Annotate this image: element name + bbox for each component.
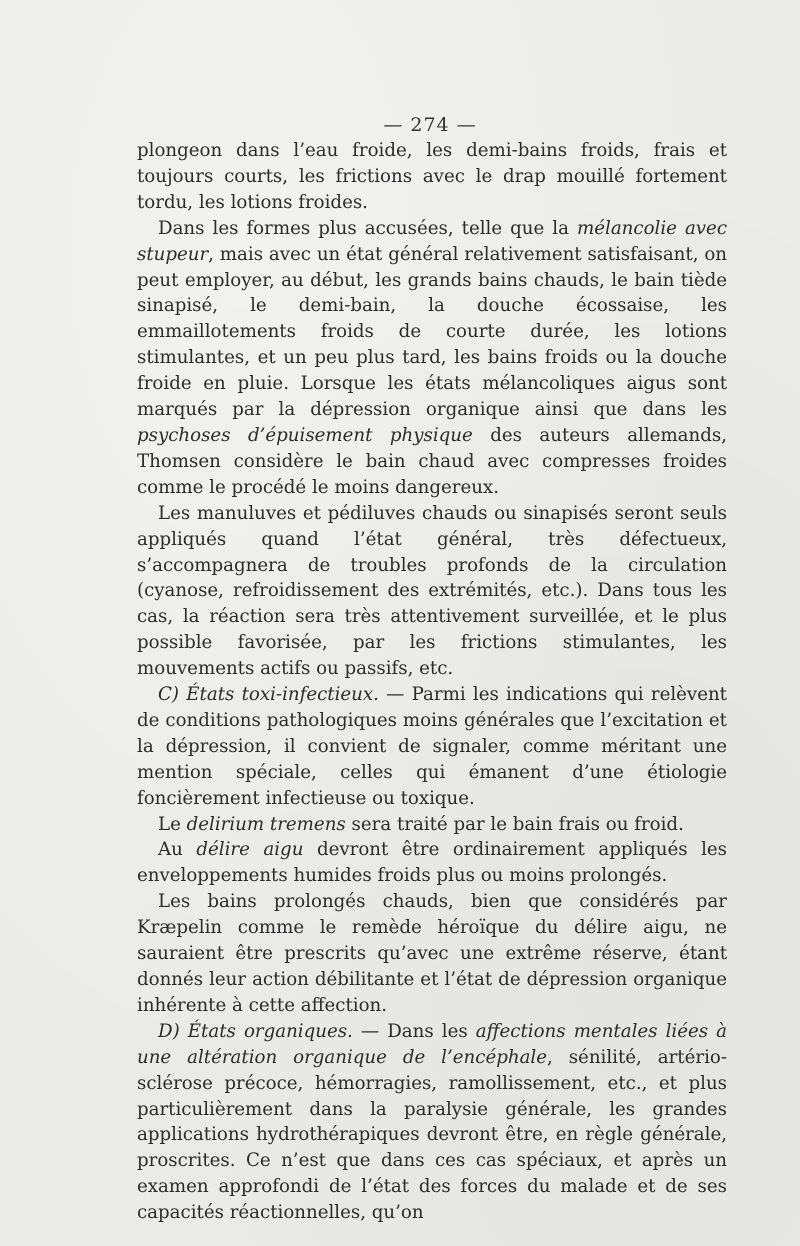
paragraph-delirium xyxy=(137,812,727,838)
text-run: Le xyxy=(158,813,187,835)
text-run: sera traité par le bain frais ou froid. xyxy=(345,813,684,835)
paragraph-melancolie xyxy=(137,216,727,501)
text-run: — Parmi les indications qui relèvent de conditions pathologiques moins générales que l’excitation et la dépression, il convient de signaler, comme méritant une mention spéciale, celles qui émanent d’une étiologie foncièrement infectieuse ou toxique. xyxy=(137,684,727,809)
text-run: devront être ordinairement appliqués les enveloppements humides froids plus ou moins prolongés. xyxy=(137,839,727,887)
section-letter: D) xyxy=(158,1020,188,1042)
page-number: — 274 — xyxy=(383,114,477,136)
text-run: des auteurs allemands, Thomsen considère le bain chaud avec compresses froides comme le procédé le moins dangereux. xyxy=(137,424,728,498)
section-heading: États toxi-infectieux. xyxy=(186,684,379,706)
text-run: Les bains prolongés chauds, bien que considérés par Kræpelin comme le remède héroïque du délire aigu, ne sauraient être prescrits qu’avec une extrême réserve, étant donnés leur action débilitante et l’état de dépression organique inhérente à cette affection. xyxy=(137,891,727,1016)
text-run: Dans les formes plus accusées, telle que la xyxy=(158,217,577,239)
section-letter: C) xyxy=(158,684,187,706)
italic-term: mélancolie avec stupeur xyxy=(137,217,728,265)
paragraph-section-c xyxy=(137,682,727,812)
section-heading: États organiques. xyxy=(187,1020,353,1042)
italic-term: psychoses d’épuisement physique xyxy=(137,424,473,446)
text-run: plongeon dans l’eau froide, les demi-bains froids, frais et toujours courts, les frictions avec le drap mouillé fortement tordu, les lotions froides. xyxy=(137,140,727,213)
paragraph-manuluves xyxy=(137,501,727,682)
italic-term: delirium tremens xyxy=(186,813,346,835)
paragraph-section-d xyxy=(137,1019,727,1226)
text-run: Les manuluves et pédiluves chauds ou sinapisés seront seuls appliqués quand l’état général, très défectueux, s’accompagnera de troubles profonds de la circulation (cyanose, refroidissement des extrémités, etc.). Dans tous les cas, la réaction sera très attentivement surveillée, et le plus possible favorisée, par les frictions stimulantes, les mouvements actifs ou passifs, etc. xyxy=(137,502,727,680)
text-run: — Dans les xyxy=(352,1020,476,1042)
text-run: , mais avec un état général relativement satisfaisant, on peut employer, au début, les grands bains chauds, le bain tiède sinapisé, le demi-bain, la douche écossaise, les emmaillotements froids de courte durée, les lotions stimulantes, et un peu plus tard, les bains froids ou la douche froide en pluie. Lorsque les états mélancoliques aigus sont marqués par la dépression organique ainsi que dans les xyxy=(137,243,727,421)
paragraph-delire-aigu xyxy=(137,837,727,889)
body-text xyxy=(137,138,727,1226)
text-run: , sénilité, artério-sclérose précoce, hémorragies, ramollissement, etc., et plus particulièrement dans la paralysie générale, les grandes applications hydrothérapiques devront être, en règle générale, proscrites. Ce n’est que dans ces cas spéciaux, et après un examen approfondi de l’état des forces du malade et de ses capacités réactionnelles, qu’on xyxy=(137,1046,727,1224)
text-run: Au xyxy=(158,839,197,861)
italic-term: affections mentales liées à une altération organique de l’encéphale xyxy=(137,1020,727,1068)
paragraph-bains-prolonges xyxy=(137,889,727,1019)
paragraph-continuation xyxy=(137,138,727,216)
italic-term: délire aigu xyxy=(196,839,304,861)
